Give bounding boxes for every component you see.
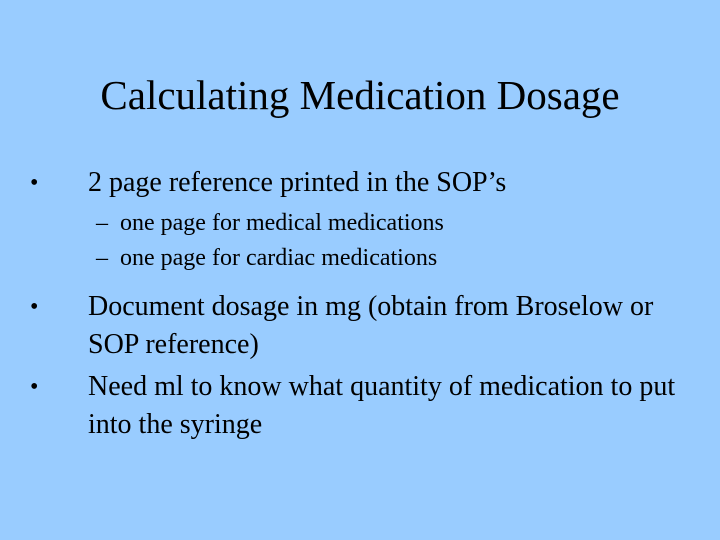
sub-bullet-list [28,206,688,276]
sub-bullet-item [28,241,688,276]
slide-title: Calculating Medication Dosage [100,72,620,118]
bullet-marker: • [30,374,39,400]
bullet-item [28,164,688,202]
bullet-marker: • [30,170,39,196]
bullet-item [28,288,688,364]
slide-body [28,164,688,444]
sub-bullet-item [28,206,688,241]
bullet-item [28,368,688,444]
sub-bullet-text: one page for medical medications [120,210,444,236]
bullet-text: Document dosage in mg (obtain from Broselow or SOP reference) [88,291,654,360]
bullet-marker: • [30,294,39,320]
bullet-text: Need ml to know what quantity of medication to put into the syringe [88,371,676,440]
bullet-text: 2 page reference printed in the SOP’s [88,167,507,198]
sub-bullet-text: one page for cardiac medications [120,245,438,271]
sub-bullet-marker: – [96,210,108,236]
sub-bullet-marker: – [96,245,108,271]
